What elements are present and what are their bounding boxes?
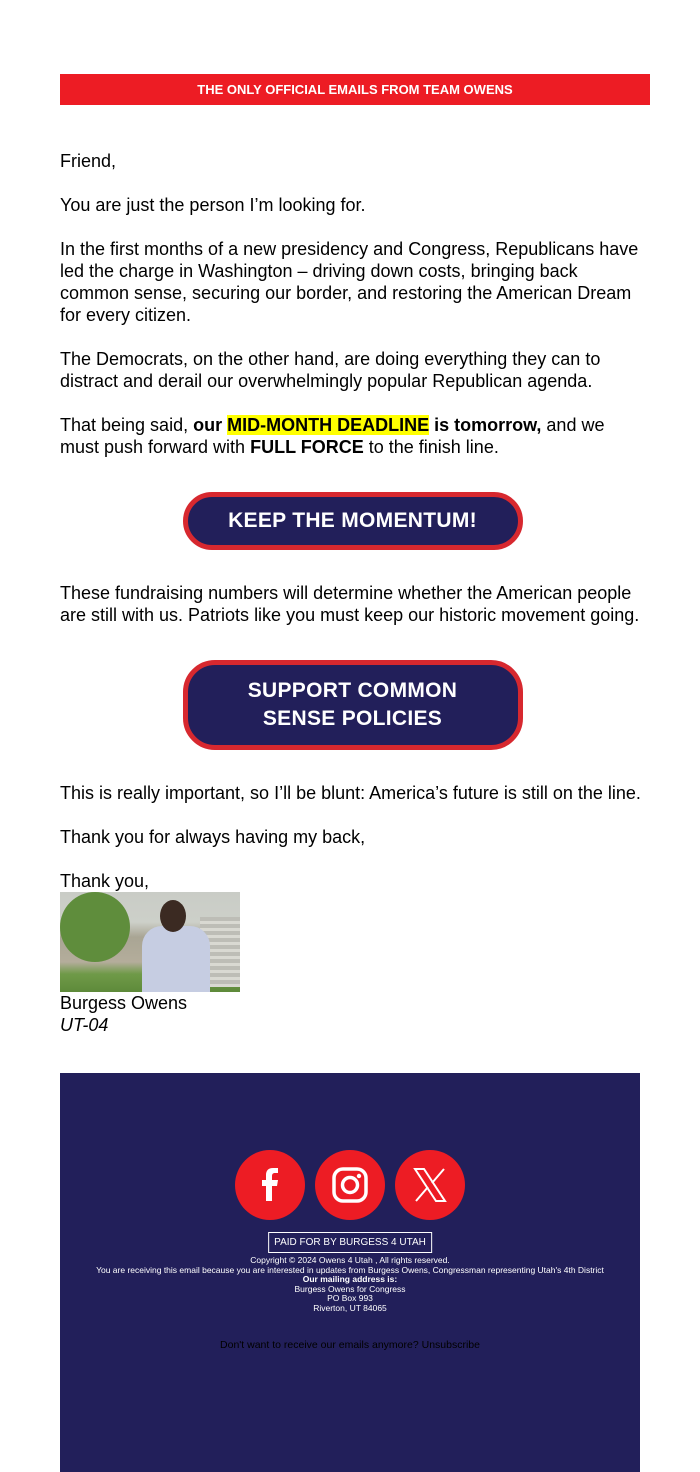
- footer: [60, 1073, 640, 1472]
- official-emails-banner: THE ONLY OFFICIAL EMAILS FROM TEAM OWENS: [60, 74, 650, 105]
- address-line: PO Box 993: [327, 1293, 373, 1303]
- signer-name: Burgess Owens: [60, 993, 188, 1013]
- signoff: Thank you,: [60, 871, 150, 891]
- facebook-icon[interactable]: [235, 1150, 305, 1220]
- button-line: SENSE POLICIES: [262, 707, 443, 730]
- subscription-reason: You are receiving this email because you are interested in updates from Burgess Owens, Congressman representing Utah's 4th District: [96, 1264, 604, 1275]
- deadline-highlight: MID-MONTH DEADLINE: [227, 415, 430, 435]
- greeting: Friend,: [60, 151, 117, 171]
- instagram-icon[interactable]: [315, 1150, 385, 1220]
- paragraph: These fundraising numbers will determine whether the American people are still with us. Patriots like you must keep our historic movement going.: [60, 583, 640, 625]
- support-policies-button[interactable]: [183, 660, 523, 750]
- mailing-label: Our mailing address is:: [302, 1274, 398, 1284]
- signer-district: UT-04: [60, 1015, 109, 1035]
- deadline-paragraph: [60, 414, 645, 458]
- paid-for-disclaimer: PAID FOR BY BURGESS 4 UTAH: [268, 1232, 432, 1253]
- full-force: FULL FORCE: [250, 437, 364, 457]
- text: our: [193, 415, 228, 435]
- address-line: Riverton, UT 84065: [313, 1302, 387, 1313]
- text: to the finish line.: [363, 437, 499, 457]
- unsubscribe-link[interactable]: Don't want to receive our emails anymore? Unsubscribe: [220, 1339, 480, 1351]
- button-line: SUPPORT COMMON: [247, 679, 458, 702]
- paragraph: In the first months of a new presidency and Congress, Republicans have led the charge in Washington – driving down costs, bringing back common sense, securing our border, and restoring the American Dream for every citizen.: [60, 239, 639, 325]
- text: is tomorrow,: [429, 415, 542, 435]
- paragraph: You are just the person I’m looking for.: [60, 195, 366, 215]
- keep-momentum-button[interactable]: KEEP THE MOMENTUM!: [183, 492, 523, 550]
- paragraph: This is really important, so I’ll be blunt: America’s future is still on the line.: [60, 783, 641, 803]
- text: and we must push forward with: [60, 415, 605, 457]
- x-icon[interactable]: [395, 1150, 465, 1220]
- address-line: Burgess Owens for Congress: [294, 1283, 406, 1294]
- copyright: Copyright © 2024 Owens 4 Utah , All rights reserved.: [250, 1255, 450, 1265]
- paragraph: Thank you for always having my back,: [60, 827, 366, 847]
- paragraph: The Democrats, on the other hand, are doing everything they can to distract and derail our overwhelmingly popular Republican agenda.: [60, 349, 601, 391]
- burgess-owens-photo: [60, 892, 240, 992]
- text: That being said,: [60, 415, 194, 435]
- email-body: [60, 150, 645, 1036]
